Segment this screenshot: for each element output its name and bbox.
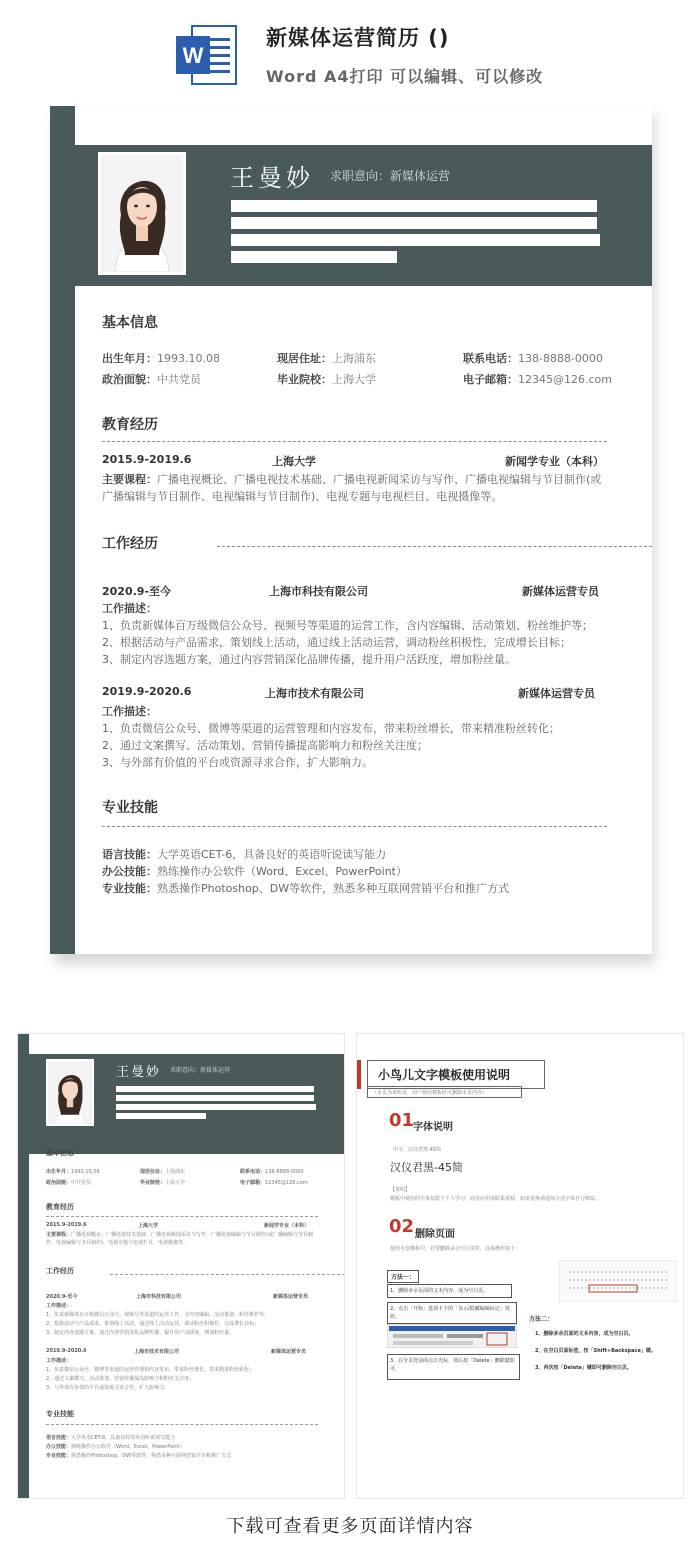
word-document-icon <box>174 22 240 88</box>
profile-photo <box>98 152 186 275</box>
job2-description: 工作描述： 1、负责微信公众号、微博等渠道的运营管理和内容发布，带来粉丝增长，带来精准粉丝转化； 2、通过文案撰写、活动策划、营销传播提高影响力和粉丝关注度； 3、与外部有价值的平台或资源寻求合作，扩大影响力。 <box>102 705 560 769</box>
thumbnail-photo <box>46 1059 94 1126</box>
edu-major: 新闻学专业（本科） <box>505 455 604 468</box>
avatar-icon <box>48 1061 92 1124</box>
svg-text:W: W <box>182 43 204 68</box>
resume-page-preview <box>50 106 652 954</box>
footer-more-pages-text[interactable]: 下载可查看更多页面详情内容 <box>226 1516 474 1537</box>
document-subtitle: Word A4打印 可以编辑、可以修改 <box>266 67 544 86</box>
section-divider <box>217 546 652 547</box>
section-title-basic: 基本信息 <box>102 315 158 331</box>
guide-section-title: 删除页面 <box>415 1229 455 1240</box>
job1-description: 工作描述： 1、负责新媒体百万级微信公众号、视频号等渠道的运营工作，含内容编辑、活动策划、粉丝维护等； 2、根据活动与产品需求，策划线上活动，通过线上活动运营，调动粉丝积极性，完成增长目标； 3、制定内容选题方案，通过内容营销深化品牌传播，提升用户活跃度，增加粉丝量。 <box>102 602 593 666</box>
field-email: 电子邮箱：12345@126.com <box>463 373 612 386</box>
thumbnail-name: 王曼妙 <box>116 1065 162 1080</box>
job-intent: 求职意向：新媒体运营 <box>330 169 451 183</box>
section-divider <box>102 826 607 827</box>
job1-period: 2020.9-至今 <box>102 585 172 598</box>
field-political: 政治面貌：中共党员 <box>102 373 201 386</box>
job2-company: 上海市技术有限公司 <box>265 687 364 700</box>
redacted-bar <box>231 234 600 246</box>
job1-company: 上海市科技有限公司 <box>269 585 368 598</box>
document-title: 新媒体运营简历 () <box>266 26 450 50</box>
skills-list: 语言技能：大学英语CET-6，具备良好的英语听说读写能力 办公技能：熟练操作办公软件（Word、Excel、PowerPoint） 专业技能：熟悉操作Photoshop、DW等软件，熟悉多种互联网营销平台和推广方式 <box>102 848 510 895</box>
section-title-education: 教育经历 <box>102 417 158 433</box>
font-sample: 汉仪君黑-45简 <box>390 1161 463 1174</box>
field-phone: 联系电话：138-8888-0000 <box>463 352 603 365</box>
redacted-bar <box>231 251 397 263</box>
redacted-bar <box>231 217 597 229</box>
guide-title: 小鸟儿文字模板使用说明 <box>367 1060 545 1089</box>
job2-period: 2019.9-2020.6 <box>102 685 192 698</box>
thumbnail-guide-page[interactable]: 小鸟儿文字模板使用说明 （本页为说明页，用户使用模板时可删除本页内容） 01 字体说明 中文：汉仪君黑-45简 汉仪君黑-45简 【说明】 模板中使用的字体仅限于个人学习，商业应用请联系授权，如需更换请选择合适字体自行修改。 02 删除页面 使用本套模板中，若要删除多余空白页时，具体操作如下： 方法一： 1、删除多余页面的文本内容，成为空白页。 2、点击「开始」选项卡下的「显示/隐藏编辑标记」按钮。 3、在分页符前面点击光标，按后按「Delete」删除键即可。 方法二： 1、删除多余页面的文本内容，成为空白页。 2、在空白页面标签，按「Shift+Backspace」键。 3、再次按「Delete」键即可删除空白页。 <box>356 1033 684 1499</box>
page-break-screenshot-icon <box>559 1260 677 1302</box>
guide-section-title: 字体说明 <box>413 1122 453 1133</box>
field-school: 毕业院校：上海大学 <box>277 373 376 386</box>
section-divider <box>102 441 607 442</box>
top-header <box>0 0 700 100</box>
edu-school: 上海大学 <box>272 455 316 468</box>
edu-courses: 主要课程：广播电视概论、广播电视技术基础、广播电视新闻采访与写作、广播电视编辑与节目制作(或广播编辑与节目制作、电视编辑与节目制作)、电视专题与电视栏目、电视摄像等。 <box>102 473 602 503</box>
candidate-name: 王曼妙 <box>230 164 314 192</box>
guide-section-number: 02 <box>389 1216 415 1237</box>
redacted-bar <box>231 200 597 212</box>
toolbar-screenshot-icon <box>387 1324 517 1348</box>
field-birth: 出生年月：1993.10.08 <box>102 352 220 365</box>
job1-position: 新媒体运营专员 <box>522 585 599 598</box>
edu-period: 2015.9-2019.6 <box>102 453 192 466</box>
guide-note: （本页为说明页，用户使用模板时可删除本页内容） <box>367 1086 522 1098</box>
thumbnail-resume-page[interactable]: 王曼妙 求职意向：新媒体运营 基本信息 出生年月：1993.10.08 现居住址：上海浦东 联系电话：138-8888-0000 政治面貌：中共党员 毕业院校：上海大学 电子邮箱：12345@126.com 教育经历 2015.9-2019.6 上海大学 新闻学专业（本科） 主要课程：广播电视概论、广播电视技术基础、广播电视新闻采访与写作、广播电视编辑与节目制作(或广播编辑与节目制作、电视编辑与节目制作)、电视专题与电视栏目、电视摄像等。 工作经历 2020.9-至今 上海市科技有限公司 新媒体运营专员 工作描述： 1、负责新媒体百万级微信公众号、视频号等渠道的运营工作，含内容编辑、活动策划、粉丝维护等； 2、根据活动与产品需求，策划线上活动，通过线上活动运营，调动粉丝积极性，完成增长目标； 3、制定内容选题方案，通过内容营销深化品牌传播，提升用户活跃度，增加粉丝量。 2019.9-2020.6 上海市技术有限公司 新媒体运营专员 工作描述： 1、负责微信公众号、微博等渠道的运营管理和内容发布，带来粉丝增长，带来精准粉丝转化； 2、通过文案撰写、活动策划、营销传播提高影响力和粉丝关注度； 3、与外部有价值的平台或资源寻求合作，扩大影响力。 专业技能 语言技能：大学英语CET-6，具备良好的英语听说读写能力 办公技能：熟练操作办公软件（Word、Excel、PowerPoint） 专业技能：熟悉操作Photoshop、DW等软件，熟悉多种互联网营销平台和推广方式 <box>17 1033 345 1499</box>
guide-section-number: 01 <box>389 1110 415 1131</box>
thumbnail-intent: 求职意向：新媒体运营 <box>170 1067 231 1074</box>
field-address: 现居住址：上海浦东 <box>277 352 376 365</box>
avatar-icon <box>101 155 183 272</box>
job2-position: 新媒体运营专员 <box>518 687 595 700</box>
section-title-work: 工作经历 <box>102 536 158 552</box>
section-title-skills: 专业技能 <box>102 800 158 816</box>
resume-side-bar <box>50 106 75 954</box>
